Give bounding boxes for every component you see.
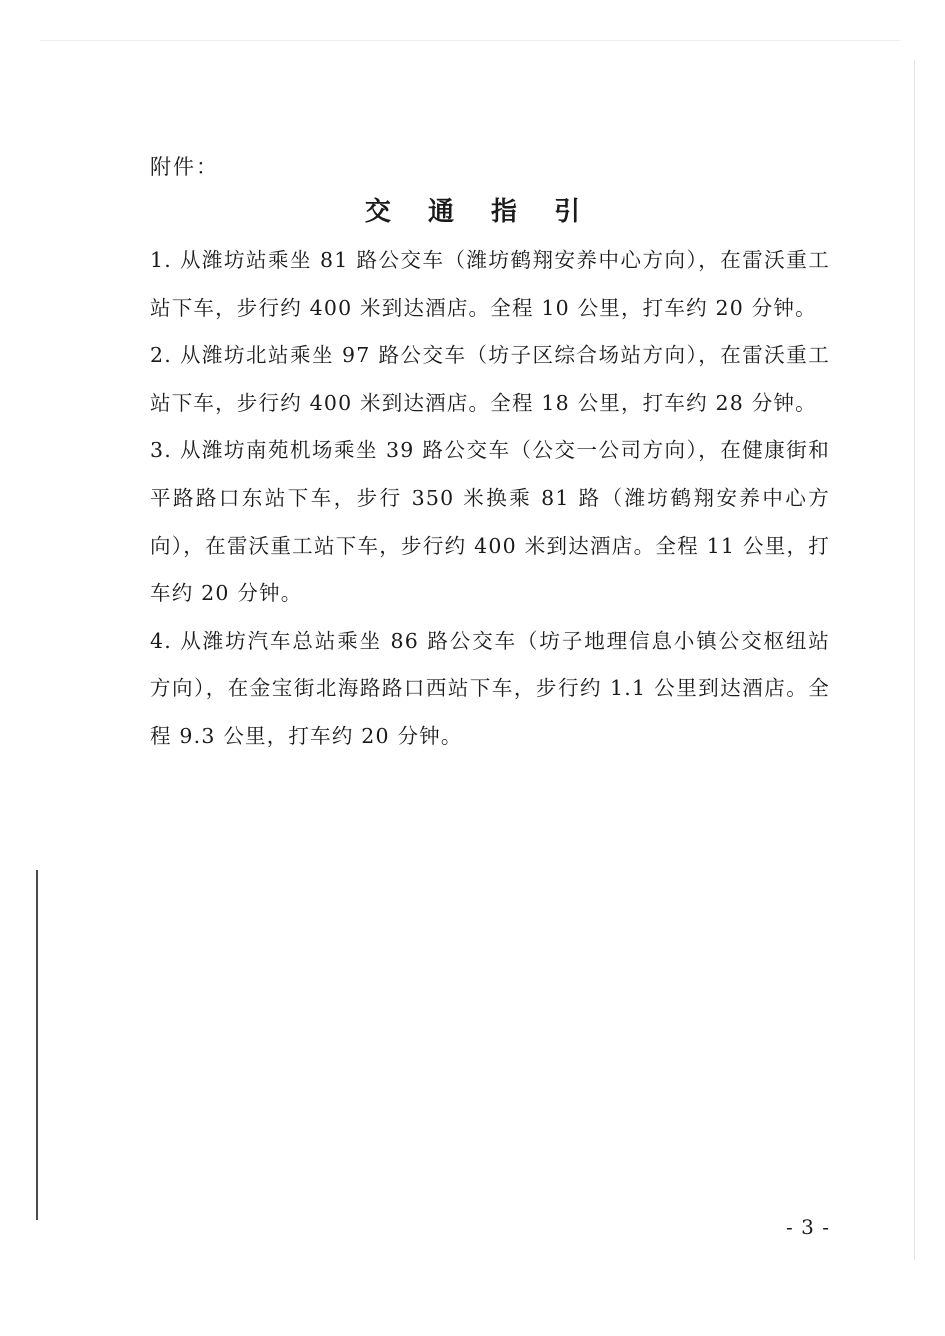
scan-edge-top — [40, 40, 900, 41]
page-title: 交 通 指 引 — [364, 197, 595, 227]
attachment-label: 附件： — [150, 155, 219, 179]
paragraph-3: 3. 从潍坊南苑机场乘坐 39 路公交车（公交一公司方向），在健康街和平路路口东站下车，步行 350 米换乘 81 路（潍坊鹤翔安养中心方向），在雷沃重工站下车，步行约 400 米到达酒店。全程 11 公里，打车约 20 分钟。 — [150, 438, 830, 606]
page-number: - 3 - — [786, 1215, 830, 1239]
scan-edge-left — [36, 870, 38, 1220]
document-body — [150, 237, 830, 761]
scan-edge-right — [914, 60, 915, 1260]
paragraph-4: 4. 从潍坊汽车总站乘坐 86 路公交车（坊子地理信息小镇公交枢纽站方向），在金宝街北海路路口西站下车，步行约 1.1 公里到达酒店。全程 9.3 公里，打车约 20 分钟。 — [150, 628, 830, 748]
paragraph-2: 2. 从潍坊北站乘坐 97 路公交车（坊子区综合场站方向），在雷沃重工站下车，步行约 400 米到达酒店。全程 18 公里，打车约 28 分钟。 — [150, 343, 830, 415]
paragraph-1: 1. 从潍坊站乘坐 81 路公交车（潍坊鹤翔安养中心方向），在雷沃重工站下车，步行约 400 米到达酒店。全程 10 公里，打车约 20 分钟。 — [150, 248, 830, 320]
